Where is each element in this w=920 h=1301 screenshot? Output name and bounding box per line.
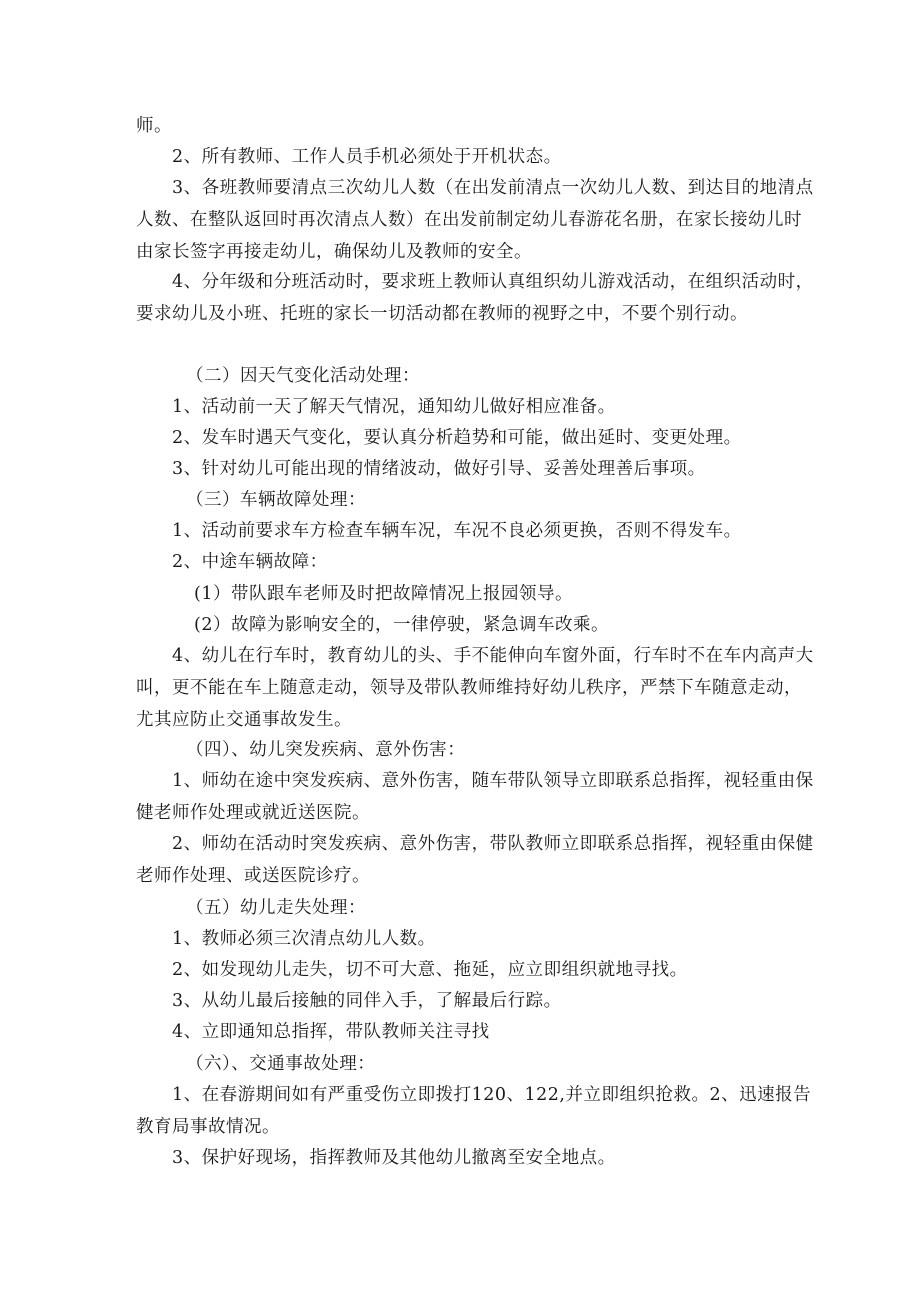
sub-item: (1）带队跟车老师及时把故障情况上报园领导。 [194,584,573,604]
paragraph-item: 4、分年级和分班活动时，要求班上教师认真组织幼儿游戏活动，在组织活动时，要求幼儿及小班、托班的家长一切活动都在教师的视野之中，不要个别行动。 [136,272,814,324]
section-heading: （五）幼儿走失处理： [186,898,366,918]
paragraph-item: 4、立即通知总指挥，带队教师关注寻找 [172,1022,490,1042]
paragraph-item: 1、师幼在途中突发疾病、意外伤害，随车带队领导立即联系总指挥，视轻重由保健老师作处理或就近送医院。 [136,771,814,823]
paragraph-item: 3、从幼儿最后接触的同伴入手，了解最后行踪。 [172,991,562,1011]
paragraph-item: 3、保护好现场，指挥教师及其他幼儿撤离至安全地点。 [172,1148,616,1168]
paragraph-item: 1、活动前要求车方检查车辆车况，车况不良必须更换，否则不得发车。 [172,521,742,541]
section-heading: （四）、幼儿突发疾病、意外伤害： [186,740,466,760]
paragraph-item: 2、发车时遇天气变化，要认真分析趋势和可能，做出延时、变更处理。 [172,428,742,448]
paragraph-item: 4、幼儿在行车时，教育幼儿的头、手不能伸向车窗外面，行车时不在车内高声大叫，更不能在车上随意走动，领导及带队教师维持好幼儿秩序，严禁下车随意走动，尤其应防止交通事故发生。 [136,646,814,730]
sub-item: (2）故障为影响安全的，一律停驶，紧急调车改乘。 [194,615,609,635]
paragraph-item: 3、针对幼儿可能出现的情绪波动，做好引导、妥善处理善后事项。 [172,459,706,479]
paragraph-item: 2、中途车辆故障： [172,552,328,572]
paragraph-item: 1、教师必须三次清点幼儿人数。 [172,929,436,949]
paragraph-item: 2、所有教师、工作人员手机必须处于开机状态。 [172,147,562,167]
paragraph-item: 2、如发现幼儿走失，切不可大意、拖延，应立即组织就地寻找。 [172,960,688,980]
section-heading: （六）、交通事故处理： [186,1054,376,1074]
paragraph-continuation: 师。 [136,116,172,136]
paragraph-item: 1、在春游期间如有严重受伤立即拨打120、122,并立即组织抢救。2、迅速报告教育局事故情况。 [136,1085,812,1137]
section-heading: （二）因天气变化活动处理： [186,366,420,386]
paragraph-item: 2、师幼在活动时突发疾病、意外伤害，带队教师立即联系总指挥，视轻重由保健老师作处理、或送医院诊疗。 [136,834,814,886]
section-heading: （三）车辆故障处理： [186,490,366,510]
paragraph-item: 1、活动前一天了解天气情况，通知幼儿做好相应准备。 [172,397,616,417]
paragraph-item: 3、各班教师要清点三次幼儿人数（在出发前清点一次幼儿人数、到达目的地清点人数、在整队返回时再次清点人数）在出发前制定幼儿春游花名册，在家长接幼儿时由家长签字再接走幼儿，确保幼儿及教师的安全。 [136,178,814,262]
